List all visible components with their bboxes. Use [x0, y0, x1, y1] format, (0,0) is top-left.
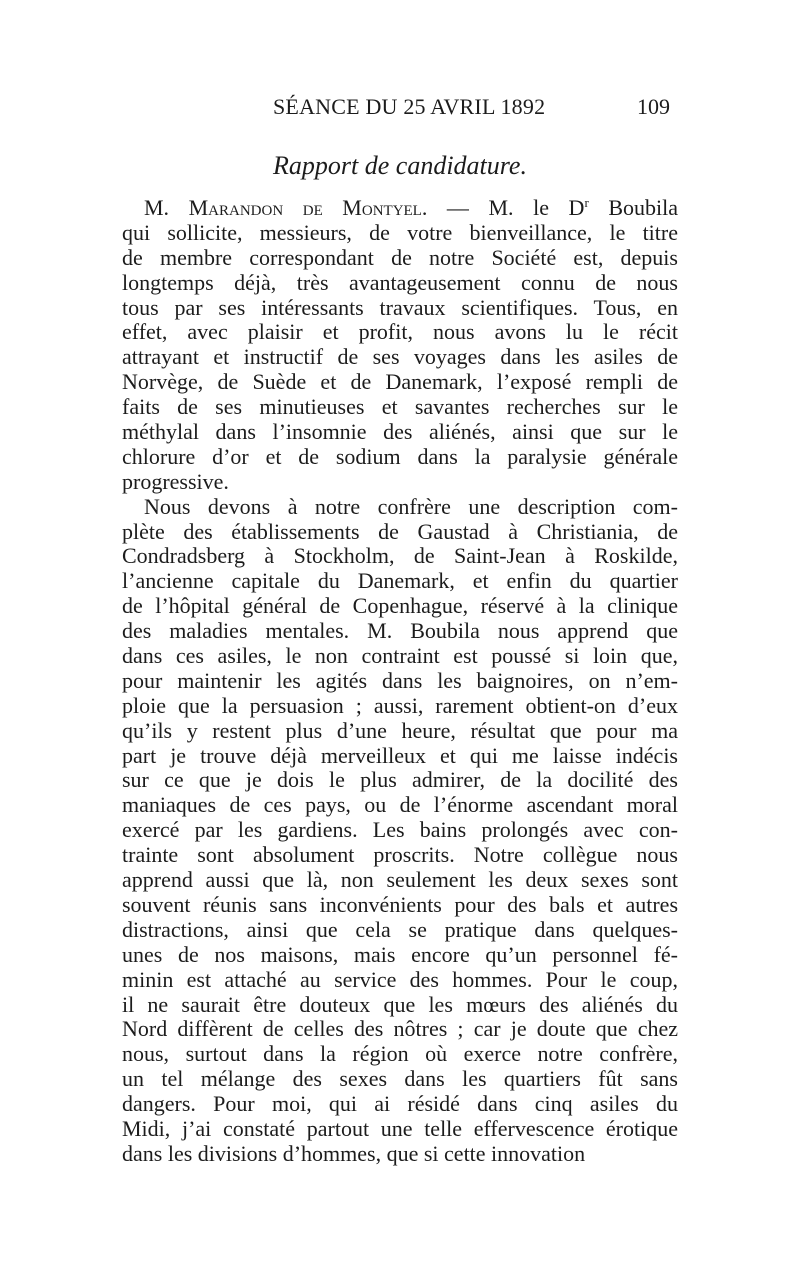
text-line: apprend aussi que là, non seulement les deux sexes sont	[122, 867, 678, 893]
first-line-superscript: r	[584, 195, 589, 210]
text-line: dans ces asiles, le non contraint est poussé si loin que,	[122, 643, 678, 669]
text-line: attrayant et instructif de ses voyages dans les asiles de	[122, 344, 678, 370]
first-line-text-b: Boubila	[588, 195, 679, 220]
running-header	[118, 94, 678, 124]
text-line: Norvège, de Suède et de Danemark, l’exposé rempli de	[122, 369, 678, 395]
text-line: dangers. Pour moi, qui ai résidé dans cinq asiles du	[122, 1091, 678, 1117]
text-line: Nous devons à notre confrère une description com-	[144, 493, 678, 519]
text-line: Midi, j’ai constaté partout une telle effervescence érotique	[122, 1115, 678, 1141]
section-title: Rapport de candidature.	[273, 151, 527, 180]
text-line: unes de nos maisons, mais encore qu’un personnel fé-	[122, 941, 678, 967]
text-line: part je trouve déjà merveilleux et qui me laisse indécis	[122, 742, 678, 768]
text-line-first	[122, 196, 678, 221]
text-line: faits de ses minutieuses et savantes recherches sur le	[122, 394, 678, 420]
text-line: tous par ses intéressants travaux scientifiques. Tous, en	[122, 294, 678, 320]
text-line: ploie que la persuasion ; aussi, rarement obtient-on d’eux	[122, 692, 678, 718]
text-line: qui sollicite, messieurs, de votre bienveillance, le titre	[122, 219, 678, 245]
first-line-text-a: — M. le D	[427, 195, 585, 220]
text-line: méthylal dans l’insomnie des aliénés, ainsi que sur le	[122, 419, 678, 445]
text-line: de membre correspondant de notre Société est, depuis	[122, 244, 678, 270]
text-line: un tel mélange des sexes dans les quartiers fût sans	[122, 1066, 678, 1092]
text-line: il ne saurait être douteux que les mœurs des aliénés du	[122, 991, 678, 1017]
text-line: progressive.	[122, 468, 229, 494]
text-line: Condradsberg à Stockholm, de Saint-Jean à Roskilde,	[122, 543, 678, 569]
text-line: maniaques de ces pays, ou de l’énorme ascendant moral	[122, 792, 678, 818]
header-title: SÉANCE DU 25 AVRIL 1892	[273, 94, 546, 119]
text-line: minin est attaché au service des hommes. Pour le coup,	[122, 966, 678, 992]
text-line: chlorure d’or et de sodium dans la paralysie générale	[122, 443, 678, 469]
text-lines	[122, 221, 678, 1167]
text-line: effet, avec plaisir et profit, nous avons lu le récit	[122, 319, 678, 345]
page-number: 109	[637, 94, 670, 119]
speaker-name: M. Marandon de Montyel.	[144, 195, 428, 220]
body-text	[122, 196, 678, 1167]
text-line: de l’hôpital général de Copenhague, réservé à la clinique	[122, 593, 678, 619]
text-line: des maladies mentales. M. Boubila nous apprend que	[122, 618, 678, 644]
text-line: dans les divisions d’hommes, que si cette innovation	[122, 1140, 586, 1166]
text-line: nous, surtout dans la région où exerce notre confrère,	[122, 1041, 678, 1067]
text-line: souvent réunis sans inconvénients pour des bals et autres	[122, 891, 678, 917]
text-line: distractions, ainsi que cela se pratique dans quelques-	[122, 916, 678, 942]
text-line: longtemps déjà, très avantageusement connu de nous	[122, 269, 678, 295]
text-line: sur ce que je dois le plus admirer, de la docilité des	[122, 767, 678, 793]
text-line: Nord diffèrent de celles des nôtres ; car je doute que chez	[122, 1016, 678, 1042]
text-line: l’ancienne capitale du Danemark, et enfin du quartier	[122, 568, 678, 594]
text-line: pour maintenir les agités dans les baignoires, on n’em-	[122, 667, 678, 693]
text-line: trainte sont absolument proscrits. Notre collègue nous	[122, 842, 678, 868]
text-line: plète des établissements de Gaustad à Christiania, de	[122, 518, 678, 544]
text-line: qu’ils y restent plus d’une heure, résultat que pour ma	[122, 717, 678, 743]
text-line: exercé par les gardiens. Les bains prolongés avec con-	[122, 817, 678, 843]
